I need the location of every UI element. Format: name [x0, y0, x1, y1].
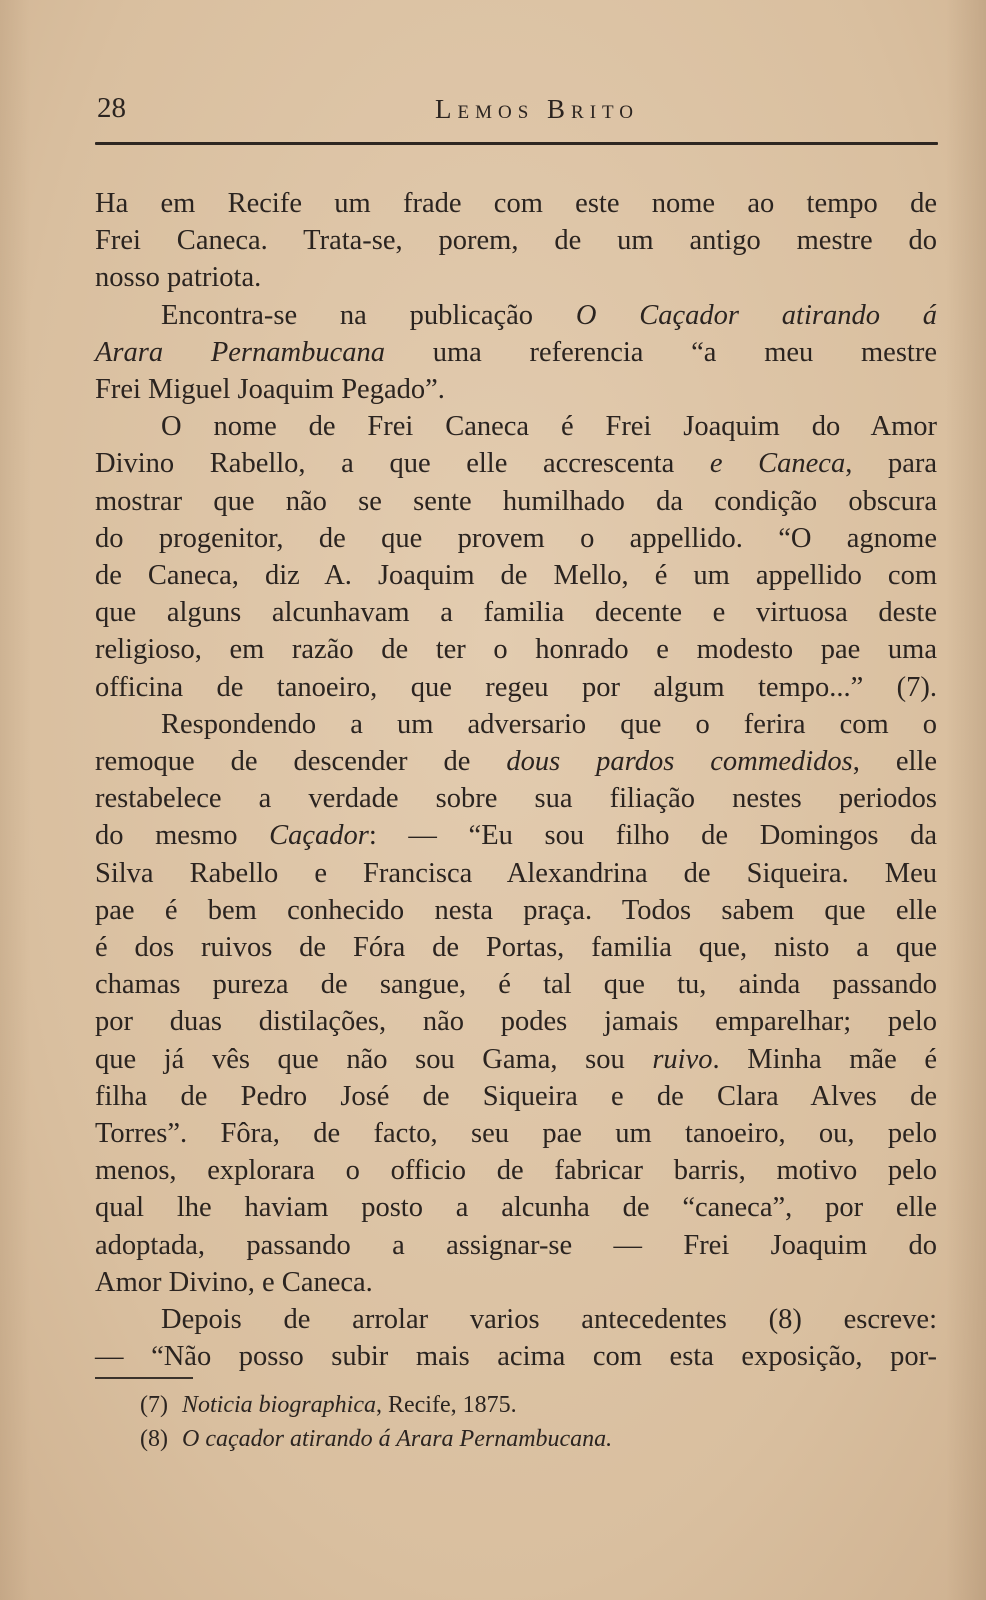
footnote-number: (7) — [140, 1392, 168, 1418]
text-run: é dos ruivos de Fóra de Portas, familia que, nisto a que — [95, 932, 937, 964]
text-line — [95, 408, 937, 445]
text-run: nosso patriota. — [95, 262, 262, 294]
italic-text: O Caçador atirando á — [575, 299, 938, 331]
footnote — [140, 1388, 900, 1422]
text-run: restabelece a verdade sobre sua filiação nestes periodos — [95, 783, 937, 815]
text-run: O nome de Frei Caneca é Frei Joaquim do Amor — [161, 411, 937, 443]
italic-text: Noticia biographica — [181, 1392, 376, 1418]
text-line — [95, 1301, 937, 1338]
page-shadow-right — [946, 0, 986, 1600]
text-line — [95, 259, 937, 296]
text-line — [95, 557, 937, 594]
text-line — [95, 1227, 937, 1264]
text-line — [95, 1152, 937, 1189]
text-run: uma referencia “a meu mestre — [384, 336, 937, 368]
text-run: do mesmo — [95, 820, 270, 852]
page-shadow-left — [0, 0, 30, 1600]
text-run: : — “Eu sou filho de Domingos da — [368, 820, 937, 852]
text-run: do progenitor, de que provem o appellido. “O agnome — [95, 522, 937, 554]
text-line — [95, 706, 937, 743]
text-line — [95, 631, 937, 668]
text-run: Torres”. Fôra, de facto, seu pae um tanoeiro, ou, pelo — [95, 1118, 937, 1150]
text-run: Divino Rabello, a que elle accrescenta — [95, 448, 710, 480]
text-run: Silva Rabello e Francisca Alexandrina de Siqueira. Meu — [95, 857, 937, 889]
text-run: mostrar que não se sente humilhado da condição obscura — [95, 485, 937, 517]
text-line — [95, 594, 937, 631]
text-line — [95, 1115, 937, 1152]
text-run: por duas distilações, não podes jamais emparelhar; pelo — [95, 1006, 937, 1038]
text-line — [95, 966, 937, 1003]
text-line — [95, 855, 937, 892]
text-run: Amor Divino, e Caneca. — [95, 1266, 373, 1298]
running-header — [97, 92, 937, 132]
text-line — [95, 297, 937, 334]
text-line — [95, 334, 937, 371]
text-run: qual lhe haviam posto a alcunha de “caneca”, por elle — [95, 1192, 937, 1224]
text-run: Depois de arrolar varios antecedentes (8) escreve: — [161, 1304, 937, 1336]
text-line — [95, 1338, 937, 1375]
text-line — [95, 371, 937, 408]
text-run: officina de tanoeiro, que regeu por algum tempo...” (7). — [95, 671, 937, 703]
header-rule — [95, 142, 938, 145]
text-run: Frei Miguel Joaquim Pegado”. — [95, 374, 445, 406]
italic-text: Arara Pernambucana — [95, 336, 385, 368]
text-run: religioso, em razão de ter o honrado e modesto pae uma — [95, 634, 937, 666]
text-run: remoque de descender de — [95, 746, 507, 778]
running-title: Lemos Brito — [434, 94, 640, 124]
text-line — [95, 817, 937, 854]
text-run: chamas pureza de sangue, é tal que tu, ainda passando — [95, 969, 937, 1001]
text-line — [95, 743, 937, 780]
italic-text: Caçador — [269, 820, 369, 852]
text-line — [95, 483, 937, 520]
footnote-rule — [95, 1377, 193, 1379]
text-line — [95, 1189, 937, 1226]
text-line — [95, 520, 937, 557]
italic-text: O caçador atirando á Arara Pernambucana. — [181, 1426, 613, 1452]
italic-text: ruivo — [652, 1043, 713, 1075]
text-line — [95, 1078, 937, 1115]
italic-text: dous pardos commedidos — [506, 746, 853, 778]
text-run: , para — [845, 448, 937, 480]
text-run: , Recife, 1875. — [375, 1392, 517, 1418]
italic-text: e Caneca — [709, 448, 846, 480]
body-text — [95, 185, 937, 1376]
text-line — [95, 222, 937, 259]
text-line — [95, 1041, 937, 1078]
text-run: filha de Pedro José de Siqueira e de Clara Alves de — [95, 1080, 937, 1112]
text-line — [95, 185, 937, 222]
text-line — [95, 780, 937, 817]
text-run: pae é bem conhecido nesta praça. Todos sabem que elle — [95, 894, 937, 926]
text-run: , elle — [852, 746, 937, 778]
footnote-number: (8) — [140, 1426, 168, 1452]
text-line — [95, 445, 937, 482]
text-run: Ha em Recife um frade com este nome ao tempo de — [95, 188, 937, 219]
text-run: Respondendo a um adversario que o ferira com o — [161, 708, 937, 740]
footnotes — [140, 1388, 900, 1456]
text-line — [95, 929, 937, 966]
text-line — [95, 1003, 937, 1040]
text-run: que já vês que não sou Gama, sou — [95, 1043, 653, 1075]
text-run: — “Não posso subir mais acima com esta exposição, por- — [95, 1341, 937, 1373]
page-number: 28 — [97, 92, 126, 124]
text-run: menos, explorara o officio de fabricar barris, motivo pelo — [95, 1155, 937, 1187]
text-line — [95, 669, 937, 706]
text-run: adoptada, passando a assignar-se — Frei Joaquim do — [95, 1229, 937, 1261]
text-run: de Caneca, diz A. Joaquim de Mello, é um appellido com — [95, 560, 937, 592]
footnote — [140, 1422, 900, 1456]
text-line — [95, 892, 937, 929]
text-line — [95, 1264, 937, 1301]
text-run: . Minha mãe é — [712, 1043, 937, 1075]
text-run: que alguns alcunhavam a familia decente e virtuosa deste — [95, 597, 937, 629]
text-run: Encontra-se na publicação — [161, 299, 576, 331]
text-run: Frei Caneca. Trata-se, porem, de um antigo mestre do — [95, 225, 937, 257]
